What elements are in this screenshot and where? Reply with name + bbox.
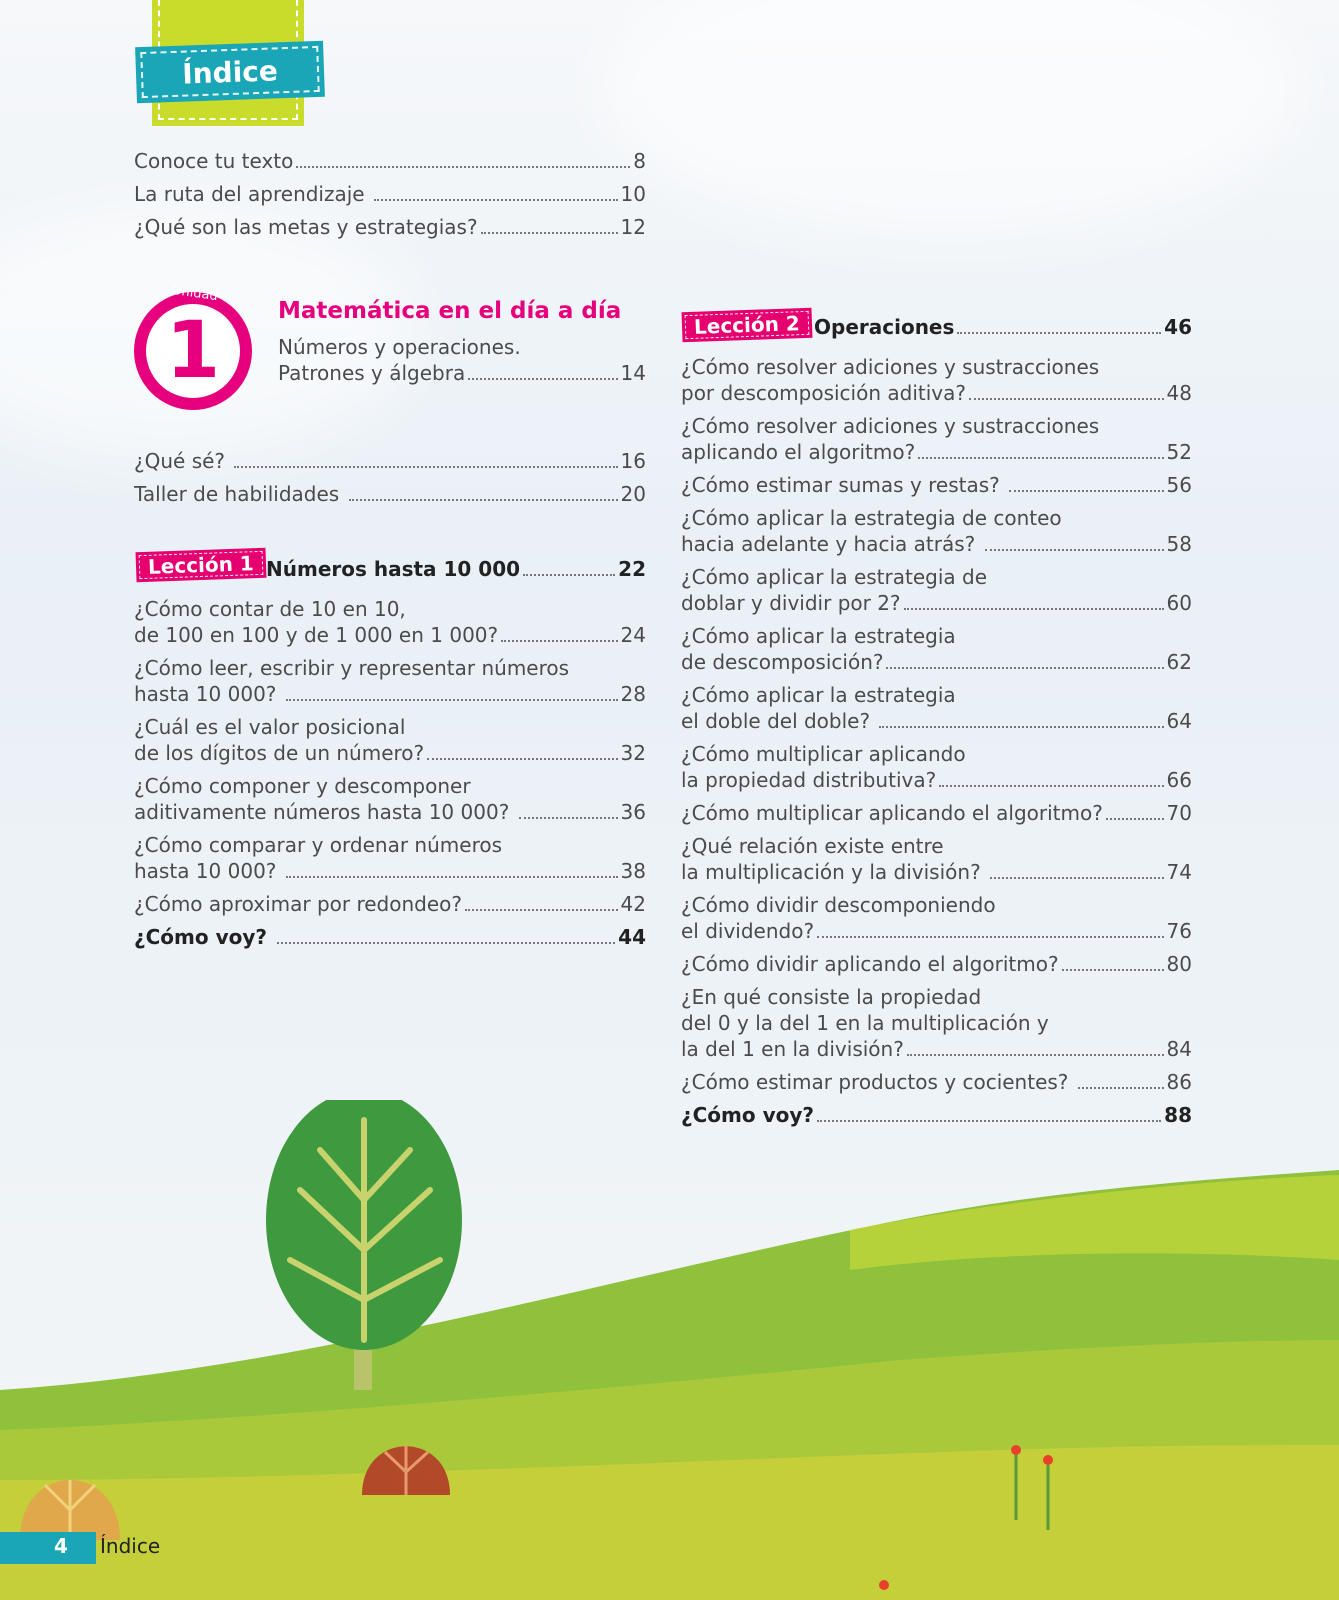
- intro-list: [134, 148, 646, 247]
- toc-entry[interactable]: ¿Cómo aplicar la estrategia el doble del doble? 64: [681, 683, 1192, 733]
- leader-dots: [957, 332, 1161, 334]
- toc-entry[interactable]: ¿Cómo leer, escribir y representar números hasta 10 000? 28: [134, 656, 646, 706]
- leader-dots: [286, 699, 618, 701]
- toc-entry[interactable]: ¿En qué consiste la propiedad del 0 y la del 1 en la multiplicación y la del 1 en la división? 84: [681, 985, 1192, 1061]
- pre-lesson-list: [134, 448, 646, 514]
- toc-entry[interactable]: ¿Qué relación existe entre la multiplicación y la división? 74: [681, 834, 1192, 884]
- leader-dots: [907, 1054, 1164, 1056]
- footer-page-tab: [0, 1532, 96, 1564]
- toc-entry[interactable]: ¿Cómo estimar productos y cocientes? 86: [681, 1070, 1192, 1094]
- leader-dots: [1106, 818, 1164, 820]
- leader-dots: [519, 817, 618, 819]
- toc-entry[interactable]: ¿Cómo comparar y ordenar números hasta 10 000? 38: [134, 833, 646, 883]
- leader-dots: [990, 877, 1164, 879]
- toc-entry[interactable]: ¿Cómo aplicar la estrategia de doblar y dividir por 2? 60: [681, 565, 1192, 615]
- toc-entry[interactable]: ¿Cómo contar de 10 en 10, de 100 en 100 y de 1 000 en 1 000? 24: [134, 597, 646, 647]
- leader-dots: [501, 640, 617, 642]
- page-title: Índice: [181, 53, 279, 91]
- lesson-1-list: [134, 596, 646, 957]
- leader-dots: [879, 726, 1163, 728]
- header-ribbon-tab: [135, 41, 325, 104]
- leader-dots: [465, 909, 618, 911]
- unit-label: Unidad: [171, 282, 219, 305]
- toc-entry[interactable]: Taller de habilidades 20: [134, 482, 646, 506]
- leader-dots: [523, 574, 615, 576]
- leader-dots: [817, 936, 1163, 938]
- toc-entry[interactable]: ¿Cómo aplicar la estrategia de descomposición? 62: [681, 624, 1192, 674]
- toc-entry[interactable]: ¿Qué son las metas y estrategias? 12: [134, 215, 646, 239]
- lesson-2-badge: Lección 2: [682, 308, 813, 343]
- leader-dots: [969, 398, 1164, 400]
- toc-entry[interactable]: ¿Cómo estimar sumas y restas? 56: [681, 473, 1192, 497]
- toc-entry[interactable]: ¿Cómo resolver adiciones y sustracciones aplicando el algoritmo? 52: [681, 414, 1192, 464]
- toc-entry[interactable]: ¿Cómo aproximar por redondeo? 42: [134, 892, 646, 916]
- landscape-illustration: [0, 1100, 1339, 1600]
- leader-dots: [918, 457, 1163, 459]
- lesson-2-list: [681, 354, 1192, 1135]
- leader-dots: [296, 166, 630, 168]
- leader-dots: [886, 667, 1163, 669]
- toc-entry[interactable]: ¿Cómo componer y descomponer aditivamente números hasta 10 000? 36: [134, 774, 646, 824]
- unit-title: Matemática en el día a día: [278, 298, 622, 324]
- toc-entry[interactable]: ¿Cómo aplicar la estrategia de conteo hacia adelante y hacia atrás? 58: [681, 506, 1192, 556]
- footer-title: Índice: [100, 1534, 161, 1558]
- leader-dots: [1009, 490, 1163, 492]
- leader-dots: [468, 378, 617, 380]
- leader-dots: [481, 232, 618, 234]
- unit-subtitle[interactable]: Números y operaciones. Patrones y álgebra 14: [278, 335, 646, 385]
- leader-dots: [1062, 969, 1164, 971]
- toc-entry[interactable]: La ruta del aprendizaje 10: [134, 182, 646, 206]
- leader-dots: [277, 942, 615, 944]
- toc-entry[interactable]: ¿Cómo multiplicar aplicando el algoritmo? 70: [681, 801, 1192, 825]
- toc-entry[interactable]: ¿Cómo dividir aplicando el algoritmo? 80: [681, 952, 1192, 976]
- leader-dots: [939, 785, 1163, 787]
- leader-dots: [234, 466, 617, 468]
- toc-entry[interactable]: ¿Cómo dividir descomponiendo el dividendo? 76: [681, 893, 1192, 943]
- unit-number: 1: [165, 306, 221, 396]
- toc-entry[interactable]: ¿Cómo resolver adiciones y sustracciones por descomposición aditiva? 48: [681, 355, 1192, 405]
- leader-dots: [374, 199, 618, 201]
- unit-badge: [134, 292, 252, 410]
- lesson-1-heading[interactable]: Números hasta 10 000 22: [266, 557, 646, 581]
- toc-entry-review[interactable]: ¿Cómo voy? 44: [134, 925, 646, 949]
- sky-cloud: [600, 0, 1300, 240]
- leader-dots: [985, 549, 1164, 551]
- toc-entry[interactable]: ¿Cuál es el valor posicional de los dígitos de un número? 32: [134, 715, 646, 765]
- lesson-2-heading[interactable]: Operaciones 46: [814, 315, 1192, 339]
- toc-entry-review[interactable]: ¿Cómo voy? 88: [681, 1103, 1192, 1127]
- leader-dots: [427, 758, 617, 760]
- lesson-1-badge: Lección 1: [136, 548, 267, 583]
- toc-entry[interactable]: ¿Qué sé? 16: [134, 449, 646, 473]
- toc-entry[interactable]: ¿Cómo multiplicar aplicando la propiedad distributiva? 66: [681, 742, 1192, 792]
- leader-dots: [1078, 1087, 1164, 1089]
- leader-dots: [349, 499, 618, 501]
- leader-dots: [904, 608, 1164, 610]
- footer-page-number: 4: [54, 1534, 68, 1558]
- leader-dots: [286, 876, 618, 878]
- toc-entry[interactable]: Conoce tu texto 8: [134, 149, 646, 173]
